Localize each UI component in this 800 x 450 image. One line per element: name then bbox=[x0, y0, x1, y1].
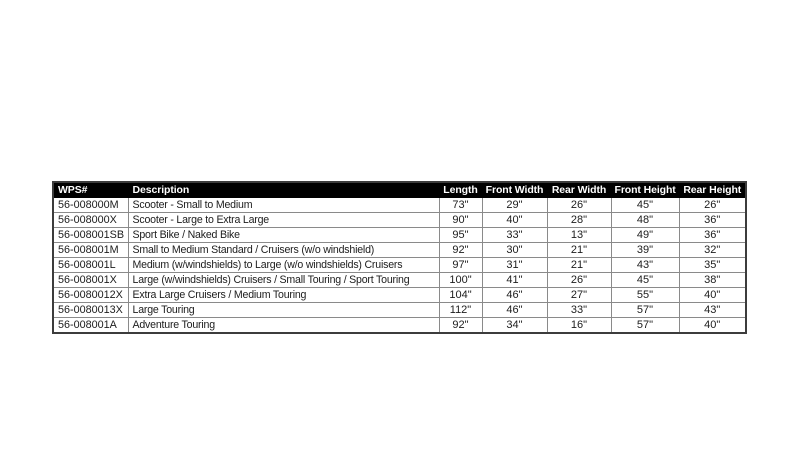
spec-value-cell: 41" bbox=[482, 273, 547, 288]
description-cell: Large (w/windshields) Cruisers / Small Touring / Sport Touring bbox=[128, 273, 439, 288]
description-cell: Medium (w/windshields) to Large (w/o windshields) Cruisers bbox=[128, 258, 439, 273]
description-cell: Adventure Touring bbox=[128, 318, 439, 334]
spec-value-cell: 33" bbox=[547, 303, 611, 318]
spec-value-cell: 34" bbox=[482, 318, 547, 334]
column-header-description: Description bbox=[128, 182, 439, 198]
spec-value-cell: 35" bbox=[679, 258, 746, 273]
table-row bbox=[53, 288, 746, 303]
wps-code-cell: 56-008000X bbox=[53, 213, 128, 228]
spec-value-cell: 30" bbox=[482, 243, 547, 258]
spec-value-cell: 55" bbox=[611, 288, 679, 303]
spec-value-cell: 45" bbox=[611, 273, 679, 288]
description-cell: Sport Bike / Naked Bike bbox=[128, 228, 439, 243]
table-row bbox=[53, 318, 746, 334]
sizing-table bbox=[52, 181, 747, 334]
spec-value-cell: 46" bbox=[482, 288, 547, 303]
table-row bbox=[53, 228, 746, 243]
description-cell: Small to Medium Standard / Cruisers (w/o windshield) bbox=[128, 243, 439, 258]
spec-value-cell: 40" bbox=[679, 318, 746, 334]
table-row bbox=[53, 258, 746, 273]
spec-value-cell: 43" bbox=[611, 258, 679, 273]
spec-value-cell: 29" bbox=[482, 198, 547, 213]
spec-value-cell: 49" bbox=[611, 228, 679, 243]
spec-value-cell: 26" bbox=[679, 198, 746, 213]
spec-value-cell: 13" bbox=[547, 228, 611, 243]
spec-value-cell: 26" bbox=[547, 273, 611, 288]
spec-value-cell: 16" bbox=[547, 318, 611, 334]
wps-code-cell: 56-008001M bbox=[53, 243, 128, 258]
spec-value-cell: 104" bbox=[439, 288, 482, 303]
spec-value-cell: 39" bbox=[611, 243, 679, 258]
description-cell: Scooter - Small to Medium bbox=[128, 198, 439, 213]
description-cell: Extra Large Cruisers / Medium Touring bbox=[128, 288, 439, 303]
spec-value-cell: 112" bbox=[439, 303, 482, 318]
wps-code-cell: 56-008001SB bbox=[53, 228, 128, 243]
spec-value-cell: 21" bbox=[547, 243, 611, 258]
description-cell: Large Touring bbox=[128, 303, 439, 318]
spec-value-cell: 36" bbox=[679, 213, 746, 228]
spec-value-cell: 21" bbox=[547, 258, 611, 273]
spec-value-cell: 97" bbox=[439, 258, 482, 273]
wps-code-cell: 56-008001X bbox=[53, 273, 128, 288]
spec-value-cell: 100" bbox=[439, 273, 482, 288]
sizing-table-container bbox=[52, 181, 747, 334]
table-row bbox=[53, 213, 746, 228]
spec-value-cell: 46" bbox=[482, 303, 547, 318]
column-header-rear-width: Rear Width bbox=[547, 182, 611, 198]
column-header-front-width: Front Width bbox=[482, 182, 547, 198]
table-header-row bbox=[53, 182, 746, 198]
spec-value-cell: 31" bbox=[482, 258, 547, 273]
spec-value-cell: 36" bbox=[679, 228, 746, 243]
wps-code-cell: 56-008001L bbox=[53, 258, 128, 273]
spec-value-cell: 27" bbox=[547, 288, 611, 303]
wps-code-cell: 56-008000M bbox=[53, 198, 128, 213]
spec-value-cell: 45" bbox=[611, 198, 679, 213]
table-row bbox=[53, 198, 746, 213]
spec-value-cell: 40" bbox=[679, 288, 746, 303]
column-header-wps: WPS# bbox=[53, 182, 128, 198]
spec-value-cell: 95" bbox=[439, 228, 482, 243]
wps-code-cell: 56-0080013X bbox=[53, 303, 128, 318]
wps-code-cell: 56-008001A bbox=[53, 318, 128, 334]
spec-value-cell: 38" bbox=[679, 273, 746, 288]
table-row bbox=[53, 303, 746, 318]
spec-value-cell: 92" bbox=[439, 243, 482, 258]
table-body bbox=[53, 198, 746, 334]
spec-value-cell: 40" bbox=[482, 213, 547, 228]
table-row bbox=[53, 273, 746, 288]
wps-code-cell: 56-0080012X bbox=[53, 288, 128, 303]
column-header-length: Length bbox=[439, 182, 482, 198]
spec-value-cell: 26" bbox=[547, 198, 611, 213]
column-header-front-height: Front Height bbox=[611, 182, 679, 198]
spec-value-cell: 57" bbox=[611, 318, 679, 334]
spec-value-cell: 57" bbox=[611, 303, 679, 318]
description-cell: Scooter - Large to Extra Large bbox=[128, 213, 439, 228]
spec-value-cell: 33" bbox=[482, 228, 547, 243]
spec-value-cell: 28" bbox=[547, 213, 611, 228]
column-header-rear-height: Rear Height bbox=[679, 182, 746, 198]
spec-value-cell: 92" bbox=[439, 318, 482, 334]
spec-value-cell: 90" bbox=[439, 213, 482, 228]
spec-value-cell: 48" bbox=[611, 213, 679, 228]
spec-value-cell: 43" bbox=[679, 303, 746, 318]
table-row bbox=[53, 243, 746, 258]
spec-value-cell: 32" bbox=[679, 243, 746, 258]
table-header bbox=[53, 182, 746, 198]
spec-value-cell: 73" bbox=[439, 198, 482, 213]
